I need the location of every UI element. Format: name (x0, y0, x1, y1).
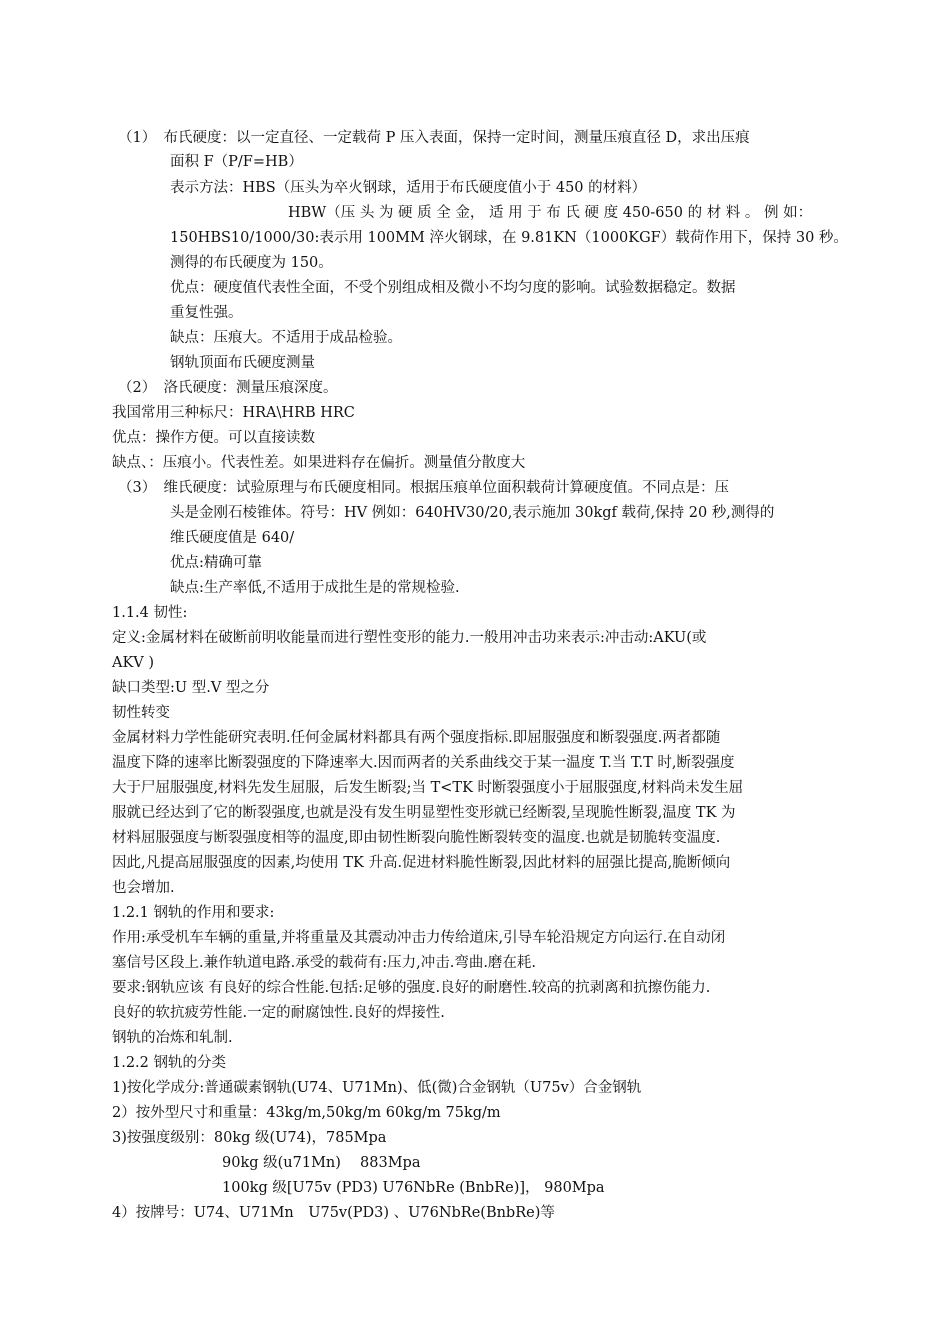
text-line: 100kg 级[U75v (PD3) U76NbRe (BnbRe)]， 980Mpa (222, 1180, 605, 1196)
text-line: 作用:承受机车车辆的重量,并将重量及其震动冲击力传给道床,引导车轮沿规定方向运行.在自动闭 (112, 930, 726, 946)
text-line: 缺点：压痕大。不适用于成品检验。 (170, 330, 402, 346)
text-line: 韧性转变 (112, 705, 170, 721)
text-line: HBW（压 头 为 硬 质 全 金， 适 用 于 布 氏 硬 度 450-650 的 材 料 。 例 如： (288, 205, 813, 221)
text-line: 钢轨顶面布氏硬度测量 (170, 355, 315, 371)
text-line: 良好的软抗疲劳性能.一定的耐腐蚀性.良好的焊接性. (112, 1005, 445, 1021)
text-line: 重复性强。 (170, 305, 243, 321)
text-line: 要求:钢轨应该 有良好的综合性能.包括:足够的强度.良好的耐磨性.较高的抗剥离和抗擦伤能力. (112, 980, 711, 996)
text-line: 大于尸屈服强度,材料先发生屈服，后发生断裂;当 T<TK 时断裂强度小于屈服强度,材料尚未发生屈 (112, 780, 744, 796)
text-line: （3） 维氏硬度：试验原理与布氏硬度相同。根据压痕单位面积载荷计算硬度值。不同点是：压 (118, 480, 729, 496)
text-line: 90kg 级(u71Mn) 883Mpa (222, 1155, 421, 1171)
text-line: 缺点、：压痕小。代表性差。如果进料存在偏折。测量值分散度大 (112, 455, 526, 471)
text-line: 头是金刚石棱锥体。符号：HV 例如：640HV30/20,表示施加 30kgf 载荷,保持 20 秒,测得的 (170, 505, 775, 521)
text-line: 1.2.1 钢轨的作用和要求: (112, 905, 275, 921)
text-line: 维氏硬度值是 640/ (170, 530, 295, 546)
text-line: 面积 F（P/F=HB） (170, 154, 303, 170)
text-line: 优点：操作方便。可以直接读数 (112, 430, 315, 446)
text-line: 因此,凡提高屈服强度的因素,均使用 TK 升高.促进材料脆性断裂,因此材料的屈强比提高,脆断倾向 (112, 855, 731, 871)
text-line: 3)按强度级别：80kg 级(U74)，785Mpa (112, 1130, 387, 1146)
text-line: 温度下降的速率比断裂强度的下降速率大.因而两者的关系曲线交于某一温度 T.当 T.T 时,断裂强度 (112, 755, 735, 771)
text-line: 缺口类型:U 型.V 型之分 (112, 680, 270, 696)
text-line: 1.2.2 钢轨的分类 (112, 1055, 227, 1071)
text-line: 优点:精确可靠 (170, 555, 262, 571)
text-line: 1)按化学成分:普通碳素钢轨(U74、U71Mn)、低(微)合金钢轨（U75v）合金钢轨 (112, 1080, 642, 1096)
text-line: （2） 洛氏硬度：测量压痕深度。 (118, 380, 338, 396)
text-line: 测得的布氏硬度为 150。 (170, 255, 333, 271)
text-line: 我国常用三种标尺：HRA\HRB HRC (112, 405, 355, 421)
text-line: 150HBS10/1000/30:表示用 100MM 淬火钢球，在 9.81KN（1000KGF）载荷作用下，保持 30 秒。 (170, 230, 848, 246)
text-line: 也会增加. (112, 880, 175, 896)
text-line: 服就已经达到了它的断裂强度,也就是没有发生明显塑性变形就已经断裂,呈现脆性断裂,温度 TK 为 (112, 805, 736, 821)
text-line: 2）按外型尺寸和重量：43kg/m,50kg/m 60kg/m 75kg/m (112, 1105, 501, 1121)
text-line: 材料屈服强度与断裂强度相等的温度,即由韧性断裂向脆性断裂转变的温度.也就是韧脆转变温度. (112, 830, 721, 846)
text-line: 定义:金属材料在破断前明收能量而进行塑性变形的能力.一般用冲击功来表示:冲击动:AKU(或 (112, 630, 707, 646)
text-line: （1） 布氏硬度：以一定直径、一定载荷 P 压入表面，保持一定时间，测量压痕直径 D，求出压痕 (118, 130, 750, 146)
text-line: 塞信号区段上.兼作轨道电路.承受的载荷有:压力,冲击.弯曲.磨在耗. (112, 955, 537, 971)
text-line: 钢轨的冶炼和轧制. (112, 1030, 233, 1046)
text-line: AKV ) (112, 655, 155, 671)
text-line: 缺点:生产率低,不适用于成批生是的常规检验. (170, 580, 460, 596)
text-line: 1.1.4 韧性: (112, 605, 188, 621)
text-line: 金属材料力学性能研究表明.任何金属材料都具有两个强度指标.即屈服强度和断裂强度.两者都随 (112, 730, 721, 746)
text-line: 表示方法：HBS（压头为卒火钢球，适用于布氏硬度值小于 450 的材料） (170, 180, 647, 196)
text-line: 4）按牌号：U74、U71Mn U75v(PD3) 、U76NbRe(BnbRe)等 (112, 1205, 555, 1221)
text-line: 优点：硬度值代表性全面，不受个别组成相及微小不均匀度的影响。试验数据稳定。数据 (170, 280, 736, 296)
